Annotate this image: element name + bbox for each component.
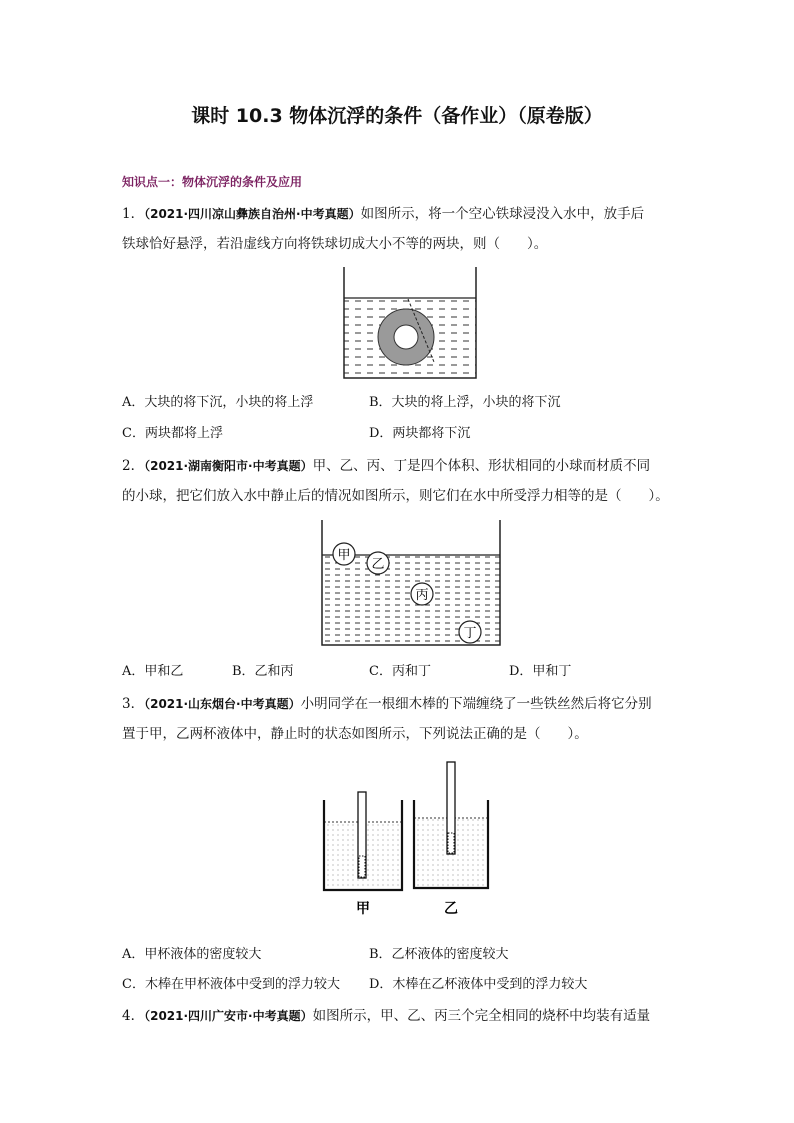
question-4-line-1 [122, 1006, 650, 1026]
figure-hollow-iron-ball [330, 265, 490, 381]
iron-wire [359, 856, 365, 877]
question-source: （2021·湖南衡阳市·中考真题） [144, 459, 313, 473]
question-text: 如图所示，甲、乙、丙三个完全相同的烧杯中均装有适量 [312, 1008, 651, 1024]
question-text: 置于甲，乙两杯液体中，静止时的状态如图所示，下列说法正确的是（ ）。 [122, 726, 588, 742]
section-heading: 知识点一：物体沉浮的条件及应用 [122, 175, 303, 189]
question-number: 4． [122, 1008, 145, 1024]
cup-yi [414, 762, 488, 917]
question-3-line-1 [122, 694, 652, 714]
question-text: 的小球，把它们放入水中静止后的情况如图所示，则它们在水中所受浮力相等的是（ ）。 [122, 488, 669, 504]
ball-ding [459, 621, 481, 643]
ball-label: 甲 [337, 548, 351, 563]
ball-jia [333, 543, 355, 565]
option-a: A．甲杯液体的密度较大 [122, 947, 262, 962]
cup-jia [324, 792, 402, 917]
ball-cavity [394, 325, 418, 349]
question-text: 如图所示，将一个空心铁球浸没入水中，放手后 [360, 206, 645, 222]
option-d: D．两块都将下沉 [369, 426, 471, 441]
iron-wire [448, 833, 454, 853]
option-a: A．大块的将下沉，小块的将上浮 [122, 395, 314, 410]
cup-label: 甲 [356, 901, 370, 917]
ball-label: 丁 [463, 626, 477, 641]
option-c: C．丙和丁 [369, 664, 431, 679]
ball-bing [411, 583, 433, 605]
figure-four-balls [314, 518, 510, 650]
option-a: A．甲和乙 [122, 664, 184, 679]
question-number: 2． [122, 458, 145, 474]
option-b: B．乙杯液体的密度较大 [369, 947, 509, 962]
figure-stick-in-liquids [316, 758, 496, 918]
question-source: （2021·四川凉山彝族自治州·中考真题） [144, 207, 361, 221]
question-text: 甲、乙、丙、丁是四个体积、形状相同的小球而材质不同 [312, 458, 651, 474]
option-c: C．两块都将上浮 [122, 426, 223, 441]
option-c: C．木棒在甲杯液体中受到的浮力较大 [122, 977, 340, 992]
question-source: （2021·四川广安市·中考真题） [144, 1009, 313, 1023]
question-source: （2021·山东烟台·中考真题） [144, 697, 301, 711]
cup-label: 乙 [444, 901, 458, 917]
option-b: B．大块的将上浮，小块的将下沉 [369, 395, 561, 410]
question-1-line-1 [122, 204, 644, 224]
option-b: B．乙和丙 [232, 664, 294, 679]
page-title: 课时 10.3 物体沉浮的条件（备作业）（原卷版） [191, 105, 603, 127]
question-2-line-1 [122, 456, 650, 476]
option-d: D．木棒在乙杯液体中受到的浮力较大 [369, 977, 588, 992]
question-text: 铁球恰好悬浮，若沿虚线方向将铁球切成大小不等的两块，则（ ）。 [122, 236, 548, 252]
ball-label: 丙 [415, 588, 429, 603]
ball-label: 乙 [371, 557, 385, 572]
ball-yi [367, 552, 389, 574]
option-d: D．甲和丁 [509, 664, 572, 679]
question-number: 1． [122, 206, 145, 222]
question-text: 小明同学在一根细木棒的下端缠绕了一些铁丝然后将它分别 [300, 696, 652, 712]
question-number: 3． [122, 696, 145, 712]
